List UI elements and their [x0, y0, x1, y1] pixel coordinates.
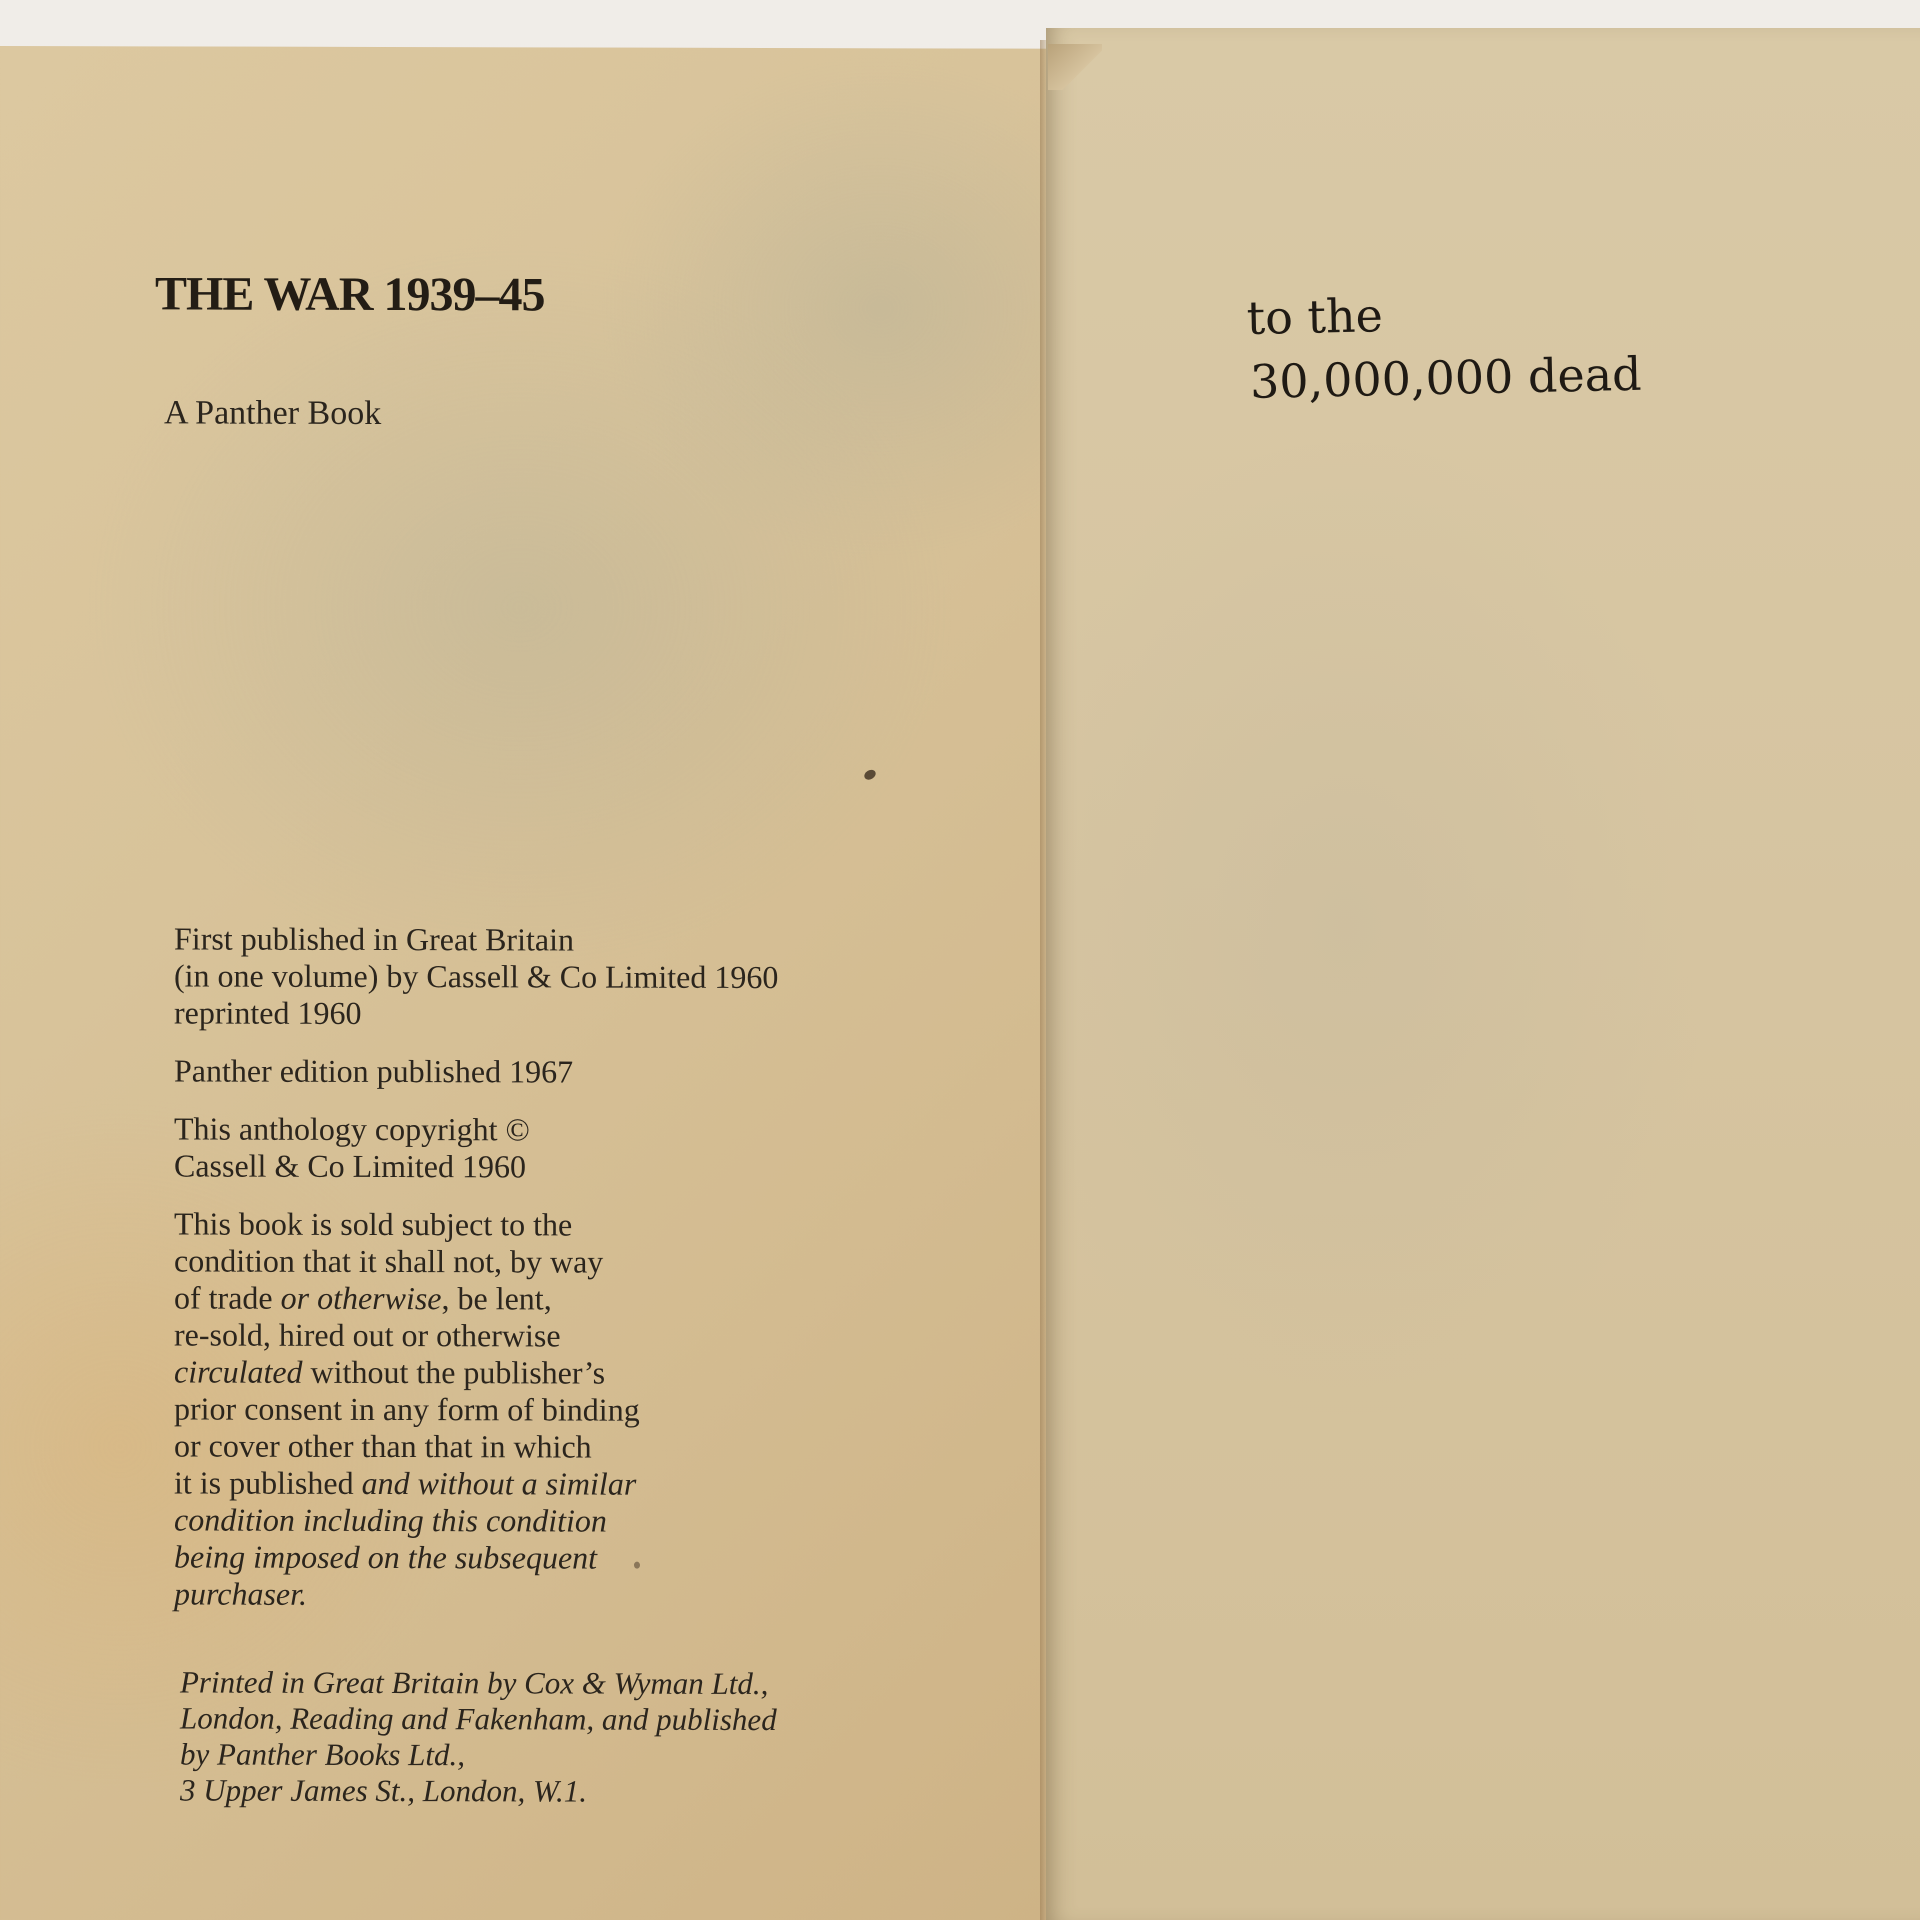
- condition-italic: and without a similar: [361, 1464, 637, 1502]
- condition-text: it is published: [174, 1464, 362, 1501]
- condition-text: of trade: [174, 1279, 281, 1316]
- paper-speck: [634, 1562, 640, 1569]
- condition-italic: or otherwise: [280, 1279, 442, 1317]
- left-page: [0, 46, 1053, 1920]
- dedication-line: 30,000,000 dead: [1249, 346, 1643, 409]
- condition-line: [174, 1464, 934, 1503]
- paper-speck: [863, 768, 878, 782]
- printer-line: London, Reading and Fakenham, and published: [180, 1700, 777, 1738]
- dedication-line: to the: [1246, 288, 1384, 345]
- first-published: [174, 920, 934, 1033]
- copyright-line: This anthology copyright ©: [174, 1110, 530, 1148]
- panther-edition: Panther edition published 1967: [174, 1052, 574, 1090]
- first-published-line: First published in Great Britain: [174, 920, 574, 958]
- first-published-line: reprinted 1960: [174, 994, 362, 1031]
- page-corner-tear: [1048, 44, 1102, 90]
- copyright-notice: [174, 1110, 934, 1186]
- condition-line: re-sold, hired out or otherwise: [174, 1316, 561, 1354]
- first-published-line: (in one volume) by Cassell & Co Limited 1960: [174, 957, 779, 996]
- copyright-line: Cassell & Co Limited 1960: [174, 1147, 526, 1185]
- printer-line: by Panther Books Ltd.,: [180, 1736, 465, 1773]
- sale-conditions: [174, 1205, 934, 1614]
- book-subtitle: A Panther Book: [164, 394, 382, 432]
- condition-line: being imposed on the subsequent: [174, 1538, 598, 1576]
- dedication: [1246, 278, 1642, 414]
- condition-line: purchaser.: [174, 1575, 308, 1612]
- condition-line: This book is sold subject to the: [174, 1205, 573, 1243]
- condition-italic: circulated: [174, 1353, 303, 1390]
- book-title: THE WAR 1939–45: [155, 267, 545, 322]
- condition-line: [174, 1279, 934, 1318]
- condition-text: without the publisher’s: [302, 1353, 606, 1391]
- condition-text: , be lent,: [441, 1280, 552, 1317]
- condition-line: or cover other than that in which: [174, 1427, 592, 1465]
- printer-line: Printed in Great Britain by Cox & Wyman Ltd.,: [180, 1664, 769, 1702]
- printer-line: 3 Upper James St., London, W.1.: [180, 1772, 588, 1809]
- imprint-block: [174, 920, 934, 1635]
- condition-line: condition that it shall not, by way: [174, 1242, 604, 1280]
- printer-credit: [180, 1664, 940, 1810]
- right-page: [1046, 28, 1920, 1920]
- condition-line: [174, 1353, 934, 1392]
- condition-line: prior consent in any form of binding: [174, 1390, 640, 1428]
- condition-line: condition including this condition: [174, 1501, 607, 1539]
